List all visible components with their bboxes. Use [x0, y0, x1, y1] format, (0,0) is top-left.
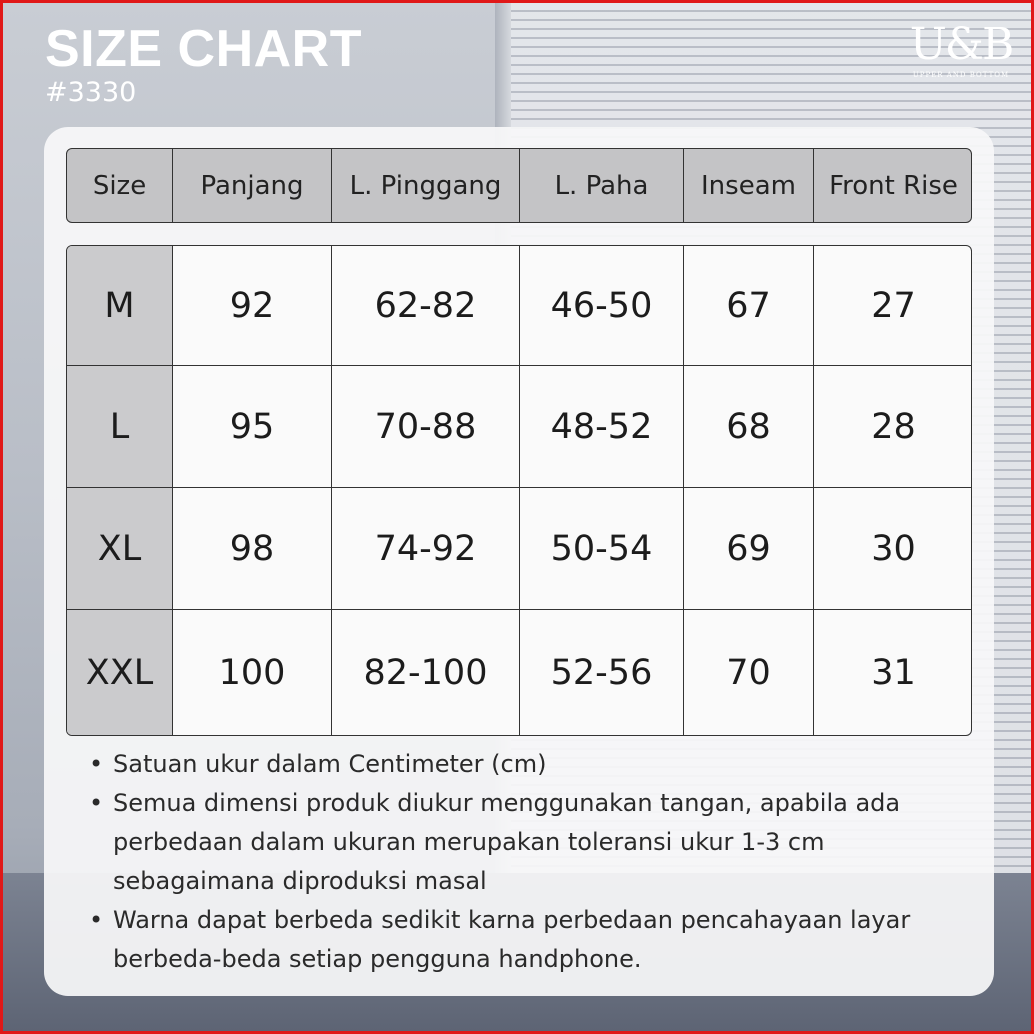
table-cell: 27	[814, 246, 972, 366]
note-item	[89, 901, 969, 979]
bullet-icon: •	[89, 750, 104, 778]
table-cell-size: L	[67, 366, 173, 488]
table-cell-size: XL	[67, 488, 173, 610]
product-code: #3330	[45, 77, 137, 108]
note-item	[89, 784, 969, 901]
column-header-paha: L. Paha	[520, 149, 684, 222]
size-table	[66, 245, 972, 736]
note-text: Satuan ukur dalam Centimeter (cm)	[113, 750, 547, 778]
column-header-pinggang: L. Pinggang	[332, 149, 520, 222]
note-text: Warna dapat berbeda sedikit karna perbedaan pencahayaan layar berbeda-beda setiap pengguna handphone.	[113, 906, 911, 973]
table-cell: 28	[814, 366, 972, 488]
column-header-inseam: Inseam	[684, 149, 814, 222]
table-cell: 31	[871, 652, 916, 693]
table-cell: 98	[173, 488, 332, 610]
bullet-icon: •	[89, 789, 104, 817]
brand-logo	[909, 21, 1013, 79]
table-cell: 46-50	[520, 246, 684, 366]
table-cell: 68	[684, 366, 814, 488]
table-cell: 50-54	[520, 488, 684, 610]
table-cell: 48-52	[520, 366, 684, 488]
table-cell: 30	[814, 488, 972, 610]
table-cell-size: M	[67, 246, 173, 366]
table-cell: 82-100	[332, 610, 520, 735]
notes-list	[89, 745, 969, 979]
table-cell: 92	[173, 246, 332, 366]
brand-tagline: UPPER AND BOTTOM	[912, 71, 1010, 79]
table-cell: 95	[173, 366, 332, 488]
table-cell: 70-88	[332, 366, 520, 488]
column-header-panjang: Panjang	[173, 149, 332, 222]
table-cell: 74-92	[332, 488, 520, 610]
note-item	[89, 745, 969, 784]
page-title: SIZE CHART	[45, 20, 362, 78]
note-text: Semua dimensi produk diukur menggunakan tangan, apabila ada perbedaan dalam ukuran merupakan toleransi ukur 1-3 cm sebagaimana diproduksi masal	[113, 789, 901, 895]
column-header-front-rise: Front Rise	[829, 170, 958, 201]
table-cell: 52-56	[520, 610, 684, 735]
bullet-icon: •	[89, 906, 104, 934]
table-cell: 70	[684, 610, 814, 735]
table-cell: 69	[684, 488, 814, 610]
table-cell: 100	[173, 610, 332, 735]
table-cell: 67	[684, 246, 814, 366]
table-header	[66, 148, 972, 223]
table-cell: 62-82	[332, 246, 520, 366]
brand-logo-mark: U&B	[909, 19, 1013, 70]
column-header-size: Size	[67, 149, 173, 222]
table-cell-size: XXL	[67, 610, 173, 735]
